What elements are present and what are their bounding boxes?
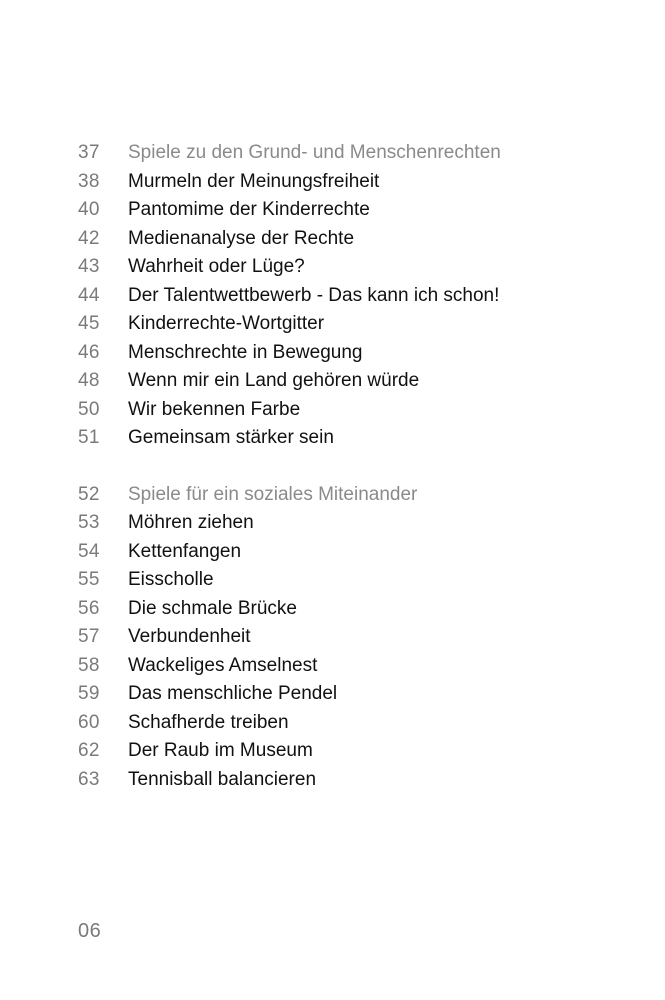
entry-title: Medienanalyse der Rechte — [128, 227, 355, 249]
toc-entry — [78, 253, 618, 282]
page-number: 54 — [78, 540, 100, 562]
toc-entry — [78, 652, 618, 681]
toc-entry — [78, 680, 618, 709]
toc-entry — [78, 196, 618, 225]
page-number: 44 — [78, 284, 100, 306]
entry-title: Gemeinsam stärker sein — [128, 427, 334, 448]
toc-section-heading — [78, 139, 618, 168]
toc-section-grundrechte — [78, 139, 618, 453]
entry-title: Das menschliche Pendel — [128, 683, 338, 704]
entry-title: Wenn mir ein Land gehören würde — [128, 370, 420, 391]
page-number: 45 — [78, 313, 100, 334]
entry-title: Der Talentwettbewerb - Das kann ich schon! — [128, 284, 500, 306]
entry-title: Der Raub im Museum — [128, 740, 313, 761]
entry-title: Kinderrechte-Wortgitter — [128, 313, 325, 334]
entry-title: Murmeln der Meinungsfreiheit — [128, 170, 380, 192]
page-number: 52 — [78, 483, 100, 505]
toc-entry — [78, 538, 618, 567]
toc-entry — [78, 282, 618, 311]
toc-entry — [78, 310, 618, 339]
page-number: 51 — [78, 427, 100, 448]
toc-entry — [78, 737, 618, 766]
toc-entry — [78, 339, 618, 368]
page-number: 48 — [78, 370, 100, 391]
toc-entry — [78, 595, 618, 624]
entry-title: Schafherde treiben — [128, 711, 289, 733]
page-number: 58 — [78, 654, 100, 676]
toc-entry — [78, 225, 618, 254]
entry-title: Tennisball balancieren — [128, 768, 317, 790]
entry-title: Wir bekennen Farbe — [128, 398, 301, 420]
page-number: 50 — [78, 398, 100, 420]
page-number: 57 — [78, 626, 100, 647]
section-title: Spiele zu den Grund- und Menschenrechten — [128, 142, 501, 163]
toc-section-miteinander — [78, 481, 618, 795]
toc-entry — [78, 367, 618, 396]
page-number: 38 — [78, 170, 100, 192]
toc-entry — [78, 168, 618, 197]
toc-entry — [78, 623, 618, 652]
page-number: 42 — [78, 227, 100, 249]
entry-title: Menschrechte in Bewegung — [128, 341, 363, 363]
entry-title: Die schmale Brücke — [128, 597, 297, 619]
page-number: 40 — [78, 199, 100, 220]
footer-page-number: 06 — [78, 920, 102, 942]
entry-title: Eisscholle — [128, 569, 214, 590]
section-title: Spiele für ein soziales Miteinander — [128, 483, 418, 505]
table-of-contents — [78, 139, 618, 794]
page-number: 43 — [78, 256, 100, 277]
entry-title: Verbundenheit — [128, 626, 251, 647]
toc-entry — [78, 396, 618, 425]
entry-title: Möhren ziehen — [128, 512, 254, 533]
page-number: 37 — [78, 142, 100, 163]
toc-entry — [78, 509, 618, 538]
page-number: 46 — [78, 341, 100, 363]
page-number: 55 — [78, 569, 100, 590]
entry-title: Kettenfangen — [128, 540, 242, 562]
page-number: 53 — [78, 512, 100, 533]
page-number: 56 — [78, 597, 100, 619]
toc-section-heading — [78, 481, 618, 510]
entry-title: Pantomime der Kinderrechte — [128, 199, 370, 220]
toc-entry — [78, 566, 618, 595]
toc-entry — [78, 424, 618, 453]
toc-entry — [78, 709, 618, 738]
page-number: 63 — [78, 768, 100, 790]
page-number: 59 — [78, 683, 100, 704]
toc-entry — [78, 766, 618, 795]
page-number: 62 — [78, 740, 100, 761]
entry-title: Wahrheit oder Lüge? — [128, 256, 305, 277]
page-number: 60 — [78, 711, 100, 733]
entry-title: Wackeliges Amselnest — [128, 654, 318, 676]
